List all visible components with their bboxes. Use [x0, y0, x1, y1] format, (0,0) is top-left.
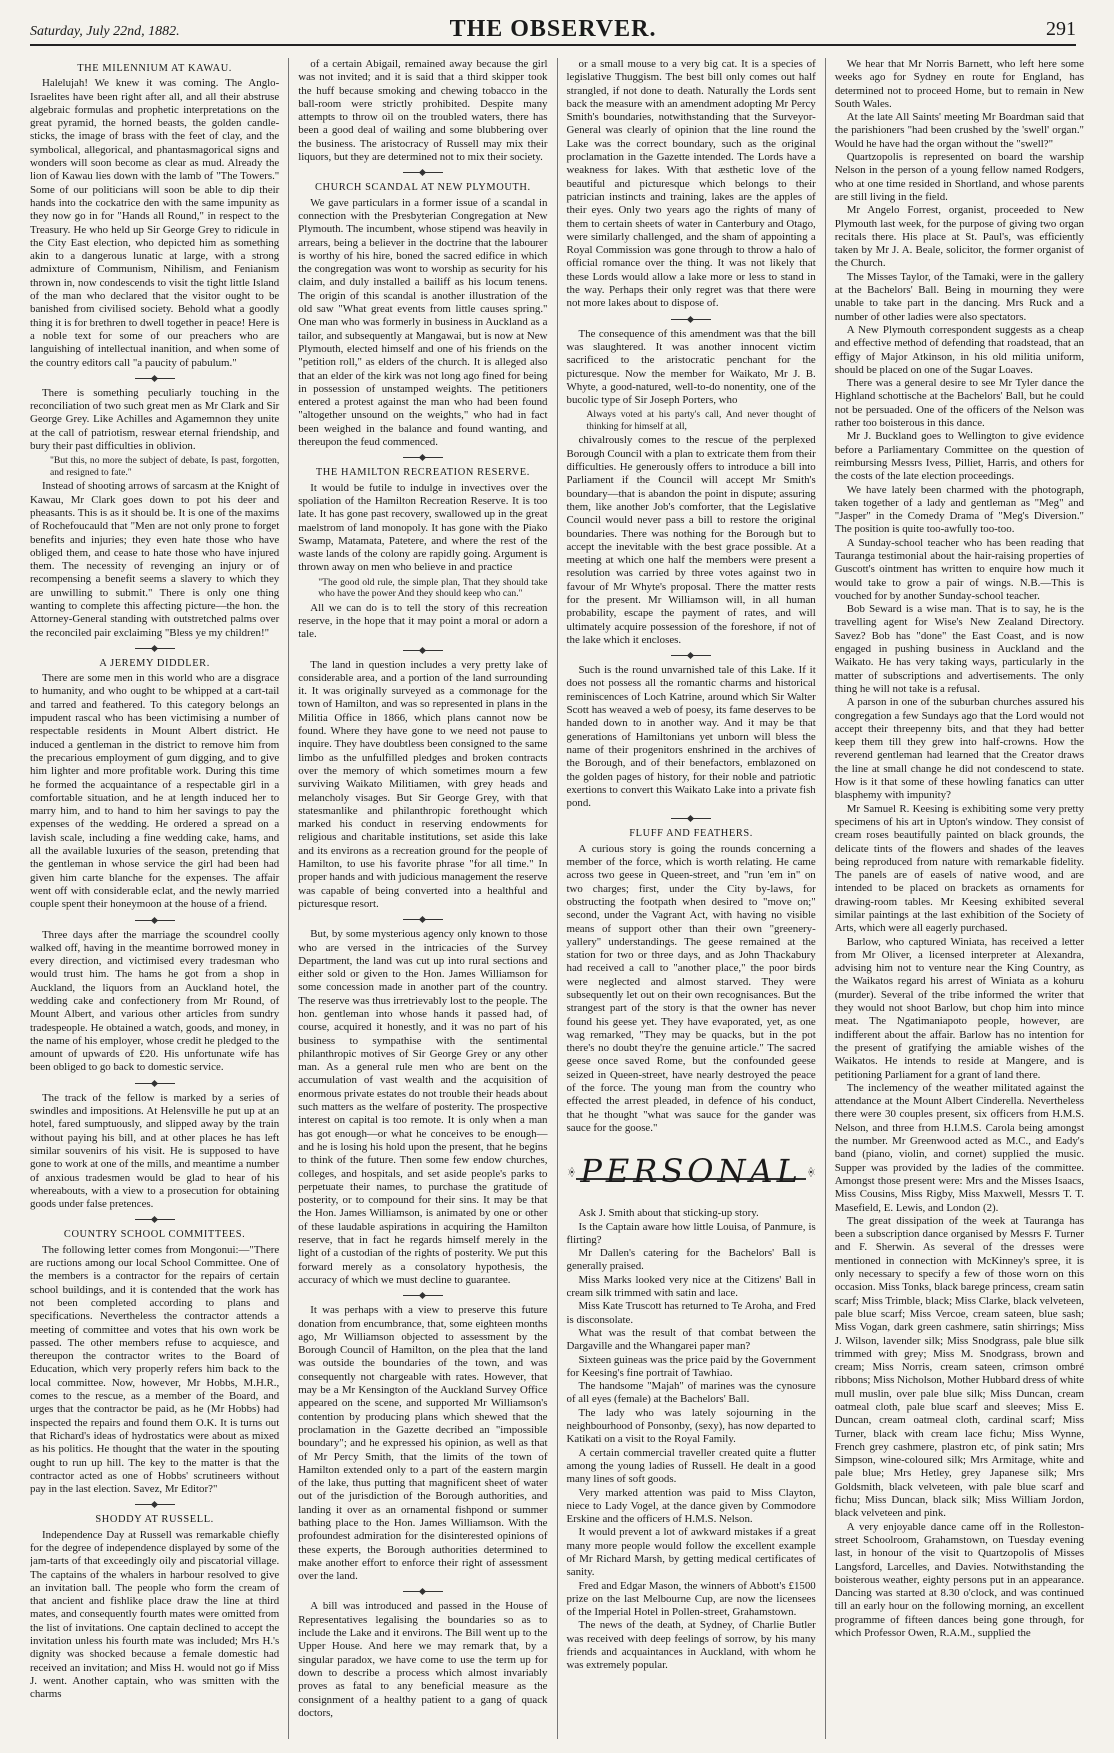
section-divider: [403, 1591, 443, 1592]
paragraph: A Sunday-school teacher who has been reading that Tauranga testimonial about the hair-raising properties of Guscott's ointment has written to enquire how much it would take to grow a pair of wings. N.B.—This is vouched for by another Sunday-school teacher.: [834, 536, 1084, 602]
paragraph: But, by some mysterious agency only known to those who are versed in the intricacies of the Survey Department, the land was cut up into rural sections and either sold or given to the Hon. James Williamson for some concession made in another part of the country. The reserve was thus irretrievably lost to the people. The hon. gentleman into whose hands it passed had, of course, acquired it honestly, and it was no part of his business to sympathise with the sentimental philanthropic motives of Sir George Grey or any other man. As a general rule men who are bent on the accumulation of vast wealth and the acquisition of enormous private estates do not trouble their heads about such matters as the welfare of posterity. The prospective interest on capital is too remote. It is only when a man has got enough—or what he conceives to be enough—and he is losing his hold upon the present, that he begins to think of the future. Then some few endow churches, colleges, and hospitals, and set aside people's parks to perpetuate their names, to purchase the gratitude of posterity, or to compound for their sins. It may be that the Hon. James Williamson, is animated by one or other of these laudable aspirations in acquiring the Hamilton reserve, that in fact he regards himself merely in the light of a custodian of the rights of posterity. We put this forward merely as a consolatory hypothesis, the accuracy of which we must decline to guarantee.: [298, 928, 548, 1286]
paragraph: The news of the death, at Sydney, of Charlie Butler was received with deep feelings of sorrow, by his many friends and acquaintances in Auckland, with whom he was extremely popular.: [566, 1619, 816, 1672]
section-divider: [135, 920, 175, 921]
paragraph: The great dissipation of the week at Tauranga has been a subscription dance organised by Messrs F. Turner and F. Sherwin. As several of the dresses were mentioned in connection with McKinney's spree, it is only necessary to specify a few of those worn on this occasion. Miss Tonks, black barege princess, cream satin scarf; Miss Trimble, black; Miss Clarke, black velveteen, pale blue scarf; Miss Vercoe, cream sateen, blue sash; Miss Vogan, dark green cashmere, satin shirrings; Miss J. Wilson, lavender silk; Miss Snodgrass, pale blue silk trimmed with grey; Miss M. Snodgrass, brown and cream; Miss Norris, cream sateen, crimson ombré ribbons; Miss Nicholson, Mother Hubbard dress of white mull muslin, over pale blue silk; Miss Duncan, cream oatmeal cloth, pale blue scarf and sleeves; Miss E. Duncan, cream oatmeal cloth, cardinal scarf; Miss Turner, black with cream lace fichu; Miss Wynne, French grey cashmere, plastron etc, of pink satin; Mrs Simpson, wine-coloured silk; Mrs Armitage, white and pale blue; Mrs Hetley, grey Japanese silk; Mrs Goldsmith, black velveteen, with pale blue scarf and fichu; Miss Duncan, black silk; Miss William Jordon, black velveteen and pink.: [834, 1214, 1084, 1520]
left-ornament-icon: [567, 1148, 577, 1196]
paragraph: of a certain Abigail, remained away because the girl was not invited; and it is said that a third skipper took the huff because smoking and chewing tobacco in the ball-room were strictly prohibited. Despite many attempts to throw oil on the troubled waters, there has been a good deal of wailing and some blubbering over the business. The aristocracy of Russell may mix their liquors, but they are determined not to mix their society.: [298, 58, 548, 164]
section-divider: [403, 1295, 443, 1296]
paragraph: It would be futile to indulge in invectives over the spoliation of the Hamilton Recreation Reserve. It is too late. It has gone past recovery, swallowed up in the great maelstrom of land monopoly. It has gone with the Piako Swamp, Matamata, Patetere, and where the rest of the waste lands of the colony are rapidly going. Argument is thrown away on men who believe in and practice: [298, 481, 548, 574]
paragraph: A New Plymouth correspondent suggests as a cheap and effective method of defending that roadstead, that an effigy of Major Atkinson, in his old militia uniform, should be placed on one of the Sugar Loaves.: [834, 323, 1084, 376]
paragraph: Mr Angelo Forrest, organist, proceeded to New Plymouth last week, for the purpose of giving two organ recitals there. His place at St. Paul's, was efficiently taken by Mr J. A. Beale, solicitor, the former organist of the Church.: [834, 204, 1084, 270]
paragraph: There are some men in this world who are a disgrace to humanity, and who ought to be whipped at a cart-tail and tarred and feathered. To this category belongs an impudent rascal who has been victimising a number of respectable residents in Mount Albert district. He induced a gentleman in the district to remove him from the precarious employment of gum digging, and to give him lighter and more profitable work. During this time he formed the acquaintance of a respectable girl in a comfortable situation, and he at length induced her to marry him, and to hand to him her savings to pay the expenses of the wedding. He ordered a spread on a lavish scale, including a fine wedding cake, hams, and all the available luxuries of the season, pretending that the gentleman in whose service the girl had been had given him carte blanche for the expenses. The affair went off with considerable eclat, and the newly married couple spent their honeymoon at the house of a friend.: [30, 672, 280, 911]
paragraph: Miss Kate Truscott has returned to Te Aroha, and Fred is disconsolate.: [566, 1300, 816, 1326]
section-divider: [403, 650, 443, 651]
paragraph: It was perhaps with a view to preserve this future donation from encumbrance, that, some eighteen months ago, Mr Williamson objected to assessment by the Borough Council of Hamilton, on the plea that the land was outside the boundaries of the town, and was consequently not chargeable with rates. However, that may be a Mr Kensington of the Auckland Survey Office appeared on the scene, and supported Mr Williamson's contention by producing plans which shewed that the proclamation in the Gazette decribed an "impossible boundary"; and he expressed his opinion, as well as that of Mr Percy Smith, that the limits of the town of Hamilton extended only to a part of the eastern margin of the lake, thus putting that magnificent sheet of water out of the jurisdiction of the Borough authorities, and landing it over as an ornamental fishpond or summer bathing place to the Hon. James Williamson. With the profoundest admiration for the disinterested opinions of these experts, the Borough authorities determined to make another effort to enforce their right of assessment over the land.: [298, 1304, 548, 1583]
paragraph: The following letter comes from Mongonui:—"There are ructions among our local School Committee. One of the members is a contractor for the repairs of certain school buildings, and it is contended that the work has not been completed according to plans and specifications. Nevertheless the contractor attends a meeting of committee and votes that his own work be passed. The other members refuse to acquiesce, and thereupon the contractor writes to the Board of Education, which very properly refers him back to the local committee. Now, however, Mr Hobbs, M.H.R., comes to the rescue, as a member of the Board, and urges that the contractor be paid, as he (Mr Hobbs) had inspected the repairs and found them O.K. It is turns out that Richard's ideas of hydrostatics were about as mixed as his politics. He thought that the water in the spouting ought to run up hill. The key to the matter is that the contractor acted as one of Hobbs' scrutineers without pay in the last election. Savez, Mr Editor?": [30, 1243, 280, 1496]
paragraph: A bill was introduced and passed in the House of Representatives legalising the boundaries so as to include the Lake and it environs. The Bill went up to the Upper House. And here we may remark that, by a singular paradox, we have come to use the term up for down to describe a process which almost invariably proves as fatal to any beneficial measure as the consignment of a healthy patient to a gang of quack doctors,: [298, 1600, 548, 1719]
paragraph: A parson in one of the suburban churches assured his congregation a few Sundays ago that the Lord would not accept their threepenny bits, and that they had better keep them till they grew into half-crowns. How the reverend gentleman had learned that the Creator draws the line at small change he did not condescend to state. How is it that some of these howling fanatics can utter blasphemy with impunity?: [834, 696, 1084, 802]
paragraph: Mr J. Buckland goes to Wellington to give evidence before a Parliamentary Committee on the question of reimbursing Messrs Ivess, Pilliet, Harris, and others for the costs of the late election proceedings.: [834, 430, 1084, 483]
paragraph: The lady who was lately sojourning in the neighbourhood of Ponsonby, (sexy), has now departed to Katikati on a visit to the Royal Family.: [566, 1406, 816, 1446]
paragraph: Fred and Edgar Mason, the winners of Abbott's £1500 prize on the last Melbourne Cup, are now the licensees of the Imperial Hotel in Pollen-street, Grahamstown.: [566, 1579, 816, 1619]
paragraph: Is the Captain aware how little Louisa, of Panmure, is flirting?: [566, 1220, 816, 1246]
paragraph: A certain commercial traveller created quite a flutter among the young ladies of Russell. He dealt in a good many lines of soft goods.: [566, 1446, 816, 1486]
paragraph: There was a general desire to see Mr Tyler dance the Highland schottische at the Bachelors' Ball, but he could not be persuaded. One of the officers of the Nelson was rather too boisterous in this dance.: [834, 377, 1084, 430]
section-divider: [135, 648, 175, 649]
section-divider: [135, 1504, 175, 1505]
paragraph: Barlow, who captured Winiata, has received a letter from Mr Oliver, a licensed interpreter at Alexandra, advising him not to venture near the King Country, as the Waikatos regard his arrest of Winiata as a kohuru (murder). Several of the tribe informed the writer that they would not shoot Barlow, but chop him into mince meat. The Ngatimaniapoto people, however, are indifferent about the affair. Barlow has no intention for the present of gratifying the amiable wishes of the Waikatos. He intends to reside at Mangere, and is petitioning Parliament for a grant of land there.: [834, 935, 1084, 1081]
section-divider: [403, 172, 443, 173]
paragraph: Such is the round unvarnished tale of this Lake. If it does not possess all the romantic charms and historical reminiscences of Loch Katrine, around which Sir Walter Scott has weaved a web of poesy, its fame deserves to be handed down to in another way. And it may be that generations of Hamiltonians yet unborn will bless the name of their progenitors enshrined in the archives of the Borough, and of their benefactors, emblazoned on the golden pages of history, for their noble and patriotic exertions to convert this Waikato Lake into a private fish pond.: [566, 664, 816, 810]
paragraph: The inclemency of the weather militated against the attendance at the Mount Albert Cinderella. Nevertheless there were 30 couples present, six officers from H.M.S. Nelson, and three from H.I.M.S. Carola being amongst the number. Mr Greenwood acted as M.C., and Eady's band (piano, violin, and cornet) supplied the music. Supper was provided by the ladies of the committee. Amongst those present were: Mrs and the Misses Isaacs, Miss Cousins, Miss Rigby, Miss Maxwell, Messrs T. T. Masefield, E. Lewis, and London (2).: [834, 1081, 1084, 1214]
paragraph: The land in question includes a very pretty lake of considerable area, and a portion of the land surrounding it. It was originally surveyed as a commonage for the town of Hamilton, and was so represented in plans in the Militia Office in 1866, which plans cannot now be found. Where they have gone to we need not pause to inquire. They have doubtless been consigned to the same limbo as the unfulfilled pledges and broken contracts over the memory of which sometimes mourn a few surviving Waikato Militiamen, with grey heads and melancholy visages. But Sir George Grey, with that statesmanlike and philanthropic forethought which marked his conduct in reserving endowments for religious and charitable institutions, set aside this lake and its environs as a recreation ground for the people of Hamilton, to use his favorite phrase "for all time." In proper hands and with judicious management the reserve was capable of being converted into a healthful and picturesque resort.: [298, 658, 548, 910]
paragraph: We hear that Mr Norris Barnett, who left here some weeks ago for Sydney en route for England, has determined not to proceed Home, but to remain in New South Wales.: [834, 58, 1084, 110]
paragraph: A curious story is going the rounds concerning a member of the force, which is worth relating. He came across two geese in Queen-street, and "run 'em in" on two charges; first, under the City by-laws, for obstructing the footpath when desired to "move on;" second, under the Vagrant Act, with having no visible means of support other than their own "greenery-yallery" understandings. The geese remained at the station for two or three days, and as John Thackabury had received a call to "another place," the poor birds were neglected and almost starved. They were subsequently let out on their own recognisances. But the strangest part of the story is that the owner has never found his geese yet. They have evaporated, yet, as one wag remarked, "They may be quacks, but in the pot there's no doubt they're the genuine article." The sacred geese once saved Rome, but the confounded geese seized in Queen-street, have nearly destroyed the peace of the force. The young man from the country who effected the arrest pleaded, in defence of his conduct, that he thought "what was sauce for the gander was sauce for the goose.": [566, 842, 816, 1134]
section-divider: [135, 1083, 175, 1084]
paragraph: We gave particulars in a former issue of a scandal in connection with the Presbyterian Congregation at New Plymouth. The incumbent, whose stipend was heavily in arrears, being a believer in the doctrine that the labourer is worthy of his hire, boned the sacred edifice in which the congregation was wont to worship as security for his claim, and duly installed a bailiff as his locum tenens. The origin of this scandal is another illustration of the old saw "What great events from little causes spring." One man who was formerly in business in Auckland as a tailor, and subsequently at Mangawai, but is now at New Plymouth, elected himself and one of his friends on the "petition roll," as elders of the church. It is alleged also that an elder of the kirk was not long ago fined for being in possession of unstamped weights. The petitioners entered a protest against the man who had been found "altogether unsound on the weights," who had in fact been weighed in the balance and found wanting, and thereupon the feud commenced.: [298, 196, 548, 449]
column-4: [825, 58, 1084, 1739]
column-2: [288, 58, 556, 1739]
paragraph: All we can do is to tell the story of this recreation reserve, in the hope that it may point a moral or adorn a tale.: [298, 601, 548, 641]
article-heading: COUNTRY SCHOOL COMMITTEES.: [63, 1229, 246, 1241]
paragraph: Bob Seward is a wise man. That is to say, he is the travelling agent for Wise's New Zealand Directory. Savez? Bob has "done" the East Coast, and is now engaged in pushing business in Auckland and the Waikato. He has very taking ways, particularly in the matter of subscriptions and advertisements. The only thing he will not take is a refusal.: [834, 603, 1084, 695]
paragraph: Miss Marks looked very nice at the Citizens' Ball in cream silk trimmed with satin and lace.: [566, 1273, 816, 1300]
paragraph: The track of the fellow is marked by a series of swindles and impositions. At Helensville he put up at an hotel, fared sumptuously, and slipped away by the train without paying his bill, and at other places he has left similar souvenirs of his visit. He is supposed to have gone to work at one of the mills, and meantime a number of anxious tradesmen would be glad to hear of his whereabouts, with a view to a prosecution for obtaining goods under false pretences.: [30, 1091, 280, 1211]
paragraph: We have lately been charmed with the photograph, taken together of a lady and gentleman as "Meg" and "Jasper" in the Comedy Drama of "Meg's Diversion." The position is quite too-awfully too-too.: [834, 483, 1084, 536]
paragraph: Mr Samuel R. Keesing is exhibiting some very pretty specimens of his art in Upton's window. They consist of cream roses beautifully painted on black grounds, the delicate tints of the flowers and shades of the leaves being reproduced from nature with remarkable fidelity. The panels are of easels of native wood, and are intended to be placed on brackets as ornaments for drawing-room tables. Mr Keesing exhibited several similar paintings at the last exhibition of the Society of Arts, which were all eagerly purchased.: [834, 802, 1084, 935]
paragraph: Halelujah! We knew it was coming. The Anglo-Israelites have been right after all, and all their abstruse algebraic formulas and prophetic interpretations on the great pyramid, the horned beasts, the golden candle-sticks, the image of brass with the feet of clay, and the symbolical, allegorical, and phantasmagorical signs and wonders will soon become as clear as mud. Already the lion of Kawau lies down with the lamb of "The Towers." Some of our politicians will soon be able to dip their hands into the cockatrice den with the same impunity as they now go in for "Hands all Round," in respect to the Treasury. He who held up Sir George Grey to ridicule in the City East election, who depicted him as something akin to a dangerous lunatic at large, with a strong admixture of Communism, Nihilism, and Fenianism thrown in, now condescends to visit the tight little Island of the man who declared that the visitor ought to be banished from civilised society. Behold what a goodly thing it is for brethren to dwell together in peace! Here is a noble text for some of our preachers who are languishing of intellectual inanition, and when some of the country editors call "a paucity of pabulum.": [30, 77, 280, 369]
section-divider: [135, 1219, 175, 1220]
paragraph: It would prevent a lot of awkward mistakes if a great many more people would follow the excellent example of Mr Richard Marsh, by getting medical certificates of sanity.: [566, 1526, 816, 1579]
paragraph: The handsome "Majah" of marines was the cynosure of all eyes (female) at the Bachelors' Ball.: [566, 1380, 816, 1406]
article-columns: [30, 58, 1084, 1739]
paragraph: The consequence of this amendment was that the bill was slaughtered. It was another innocent victim sacrificed to the aristocratic penchant for the picturesque. Now the member for Waikato, Mr J. B. Whyte, a good-natured, well-to-do nonentity, one of the bucolic type of Sir Joseph Porters, who: [566, 327, 816, 407]
verse-quote: "But this, no more the subject of debate, Is past, forgotten, and resigned to fate.": [50, 455, 280, 478]
paragraph: What was the result of that combat between the Dargaville and the Whangarei paper man?: [566, 1326, 816, 1353]
paragraph: Independence Day at Russell was remarkable chiefly for the degree of independence displayed by some of the jam-tarts of that exceedingly oily and piscatorial village. The captains of the whalers in harbour resolved to give an invitation ball. The people who form the cream of that ancient and fishlike place draw the line at third mates, and consequently fourth mates were omitted from the list of invitations. One captain declined to accept the invitation unless his fourth mate was included; Mrs H.'s dignity was shocked because a female domestic had received an invitation; and Miss H. would not go if Miss J. went. Another captain, who was smitten with the charms: [30, 1528, 280, 1701]
personal-section-banner: [567, 1143, 816, 1201]
paragraph: Instead of shooting arrows of sarcasm at the Knight of Kawau, Mr Clark goes down to pot his deer and pheasants. This is as it should be. It is one of the maxims of Rochefoucauld that "Men are not only prone to forget benefits and injuries; they even hate those who have obliged them, and cease to hate those who have injured them. The necessity of revenging an injury or of recompensing a benefit seems a slavery to which they are unwilling to submit." There is only one thing wanting to complete this affecting picture—the hon. the Attorney-General standing with outstretched palms over the reconciled pair exclaiming "Bless ye my children!": [30, 480, 280, 639]
section-divider: [671, 655, 711, 656]
paragraph: The Misses Taylor, of the Tamaki, were in the gallery at the Bachelors' Ball. Being in mourning they were unable to take part in the dancing. Mrs Ruck and a number of other ladies were also spectators.: [834, 270, 1084, 323]
verse-quote: "The good old rule, the simple plan, That they should take who have the power And they should keep who can.": [318, 576, 548, 600]
newspaper-title: THE OBSERVER.: [449, 16, 657, 42]
column-3: [557, 58, 825, 1739]
section-divider: [671, 319, 711, 320]
paragraph: Ask J. Smith about that sticking-up story.: [578, 1207, 759, 1220]
page-number: 291: [1046, 18, 1076, 40]
article-heading: CHURCH SCANDAL AT NEW PLYMOUTH.: [315, 182, 531, 194]
paragraph: Quartzopolis is represented on board the warship Nelson in the person of a young fellow named Rodgers, who at one time resided in Shortland, and whose parents are still living in the field.: [834, 151, 1084, 203]
masthead: [30, 14, 1076, 46]
paragraph: or a small mouse to a very big cat. It is a species of legislative Thuggism. The best bill only comes out half strangled, if not done to death. Naturally the Lords sent back the measure with an amendment adopting Mr Percy Smith's boundaries, notwithstanding that the Surveyor-General was clearly of opinion that the line round the Lake was the correct boundary, such as the original proclamation in the Gazette intended. The Lords have a weakness for lakes. With that æsthetic love of the beautiful and picturesque which belongs to their patrician instincts and training, lakes are the apples of their eyes. Only two years ago the rights of many of them to certain sheets of water in Canterbury and Otago, were similarly challenged, and the sham of appointing a Royal Commission was gone through to throw a halo of official romance over the thing. It was not likely that these Lords would allow a lake more or less to stand in the way. Perhaps their only regret was that there were not more lakes about to dispose of.: [566, 58, 816, 310]
paragraph: Very marked attention was paid to Miss Clayton, niece to Lady Vogel, at the dance given by Commodore Erskine and the officers of H.M.S. Nelson.: [566, 1486, 816, 1526]
paragraph: A very enjoyable dance came off in the Rolleston-street Schoolroom, Grahamstown, on Tuesday evening last, in honour of the visit to Quartzopolis of Misses Langsford, Larcelles, and Davies. Notwithstanding the boisterous weather, eighty persons put in an appearance. Dancing was started at 8.30 o'clock, and was continued till an early hour on the following morning, an excellent programme of fifteen dances being gone through, for which Professor Owen, R.A.M., supplied the: [834, 1520, 1084, 1640]
article-heading: A JEREMY DIDDLER.: [99, 657, 210, 669]
right-ornament-icon: [806, 1148, 816, 1196]
paragraph: Mr Dallen's catering for the Bachelors' Ball is generally praised.: [566, 1247, 816, 1273]
issue-date: Saturday, July 22nd, 1882.: [30, 24, 180, 39]
article-heading: SHODDY AT RUSSELL.: [95, 1514, 214, 1526]
personal-heading: PERSONAL: [576, 1165, 806, 1180]
paragraph: At the late All Saints' meeting Mr Boardman said that the parishioners "had been crushed by the 'swell' organ." Would he have had the organ without the "swell?": [834, 111, 1084, 150]
column-1: [30, 58, 288, 1739]
verse-quote: Always voted at his party's call, And never thought of thinking for himself at all,: [586, 409, 816, 432]
paragraph: chivalrously comes to the rescue of the perplexed Borough Council with a plan to extricate them from their difficulties. He generously offers to introduce a bill into Parliament if the Council will accept Mr Smith's boundary—that is abandon the point in dispute; assuring them, like another Job's comforter, that the Legislative Council would never pass a bill to restore the original boundaries. There was nothing for the Borough but to accept the inevitable with the best grace possible. At a meeting at which one half the members were present a resolution was carried by three votes against two in favour of Mr Whyte's proposal. There the matter rests for the present. Mr Williamson will, in all human probability, escape the payment of rates, and will ultimately acquire possession of the foreshore, if not of the lake which it encloses.: [566, 434, 816, 646]
section-divider: [135, 378, 175, 379]
section-divider: [671, 818, 711, 819]
paragraph: There is something peculiarly touching in the reconciliation of two such great men as Mr Clark and Sir George Grey. Like Achilles and Agamemnon they unite at the call of patriotism, reswear eternal friendship, and bury their past difficulties in oblivion.: [30, 386, 280, 453]
section-divider: [403, 457, 443, 458]
paragraph: Three days after the marriage the scoundrel coolly walked off, having in the meantime borrowed money in every direction, and victimised every tradesman who would trust him. The hams he got from a shop in Auckland, the liquors from an Auckland hotel, the wedding cake and confectionery from Mr Round, of Mount Albert, and various other articles from sundry tradespeople. He obtained a watch, goods, and money, in the name of his employer, whose credit he pledged to the amount of upwards of £20. His unfortunate wife has been obliged to go back to domestic service.: [30, 928, 280, 1074]
article-heading: FLUFF AND FEATHERS.: [629, 828, 753, 840]
paragraph: Sixteen guineas was the price paid by the Government for Keesing's fine portrait of Tawhiao.: [566, 1353, 816, 1379]
section-divider: [403, 919, 443, 920]
article-heading: THE HAMILTON RECREATION RESERVE.: [315, 467, 530, 479]
article-heading: THE MILENNIUM AT KAWAU.: [77, 63, 232, 74]
